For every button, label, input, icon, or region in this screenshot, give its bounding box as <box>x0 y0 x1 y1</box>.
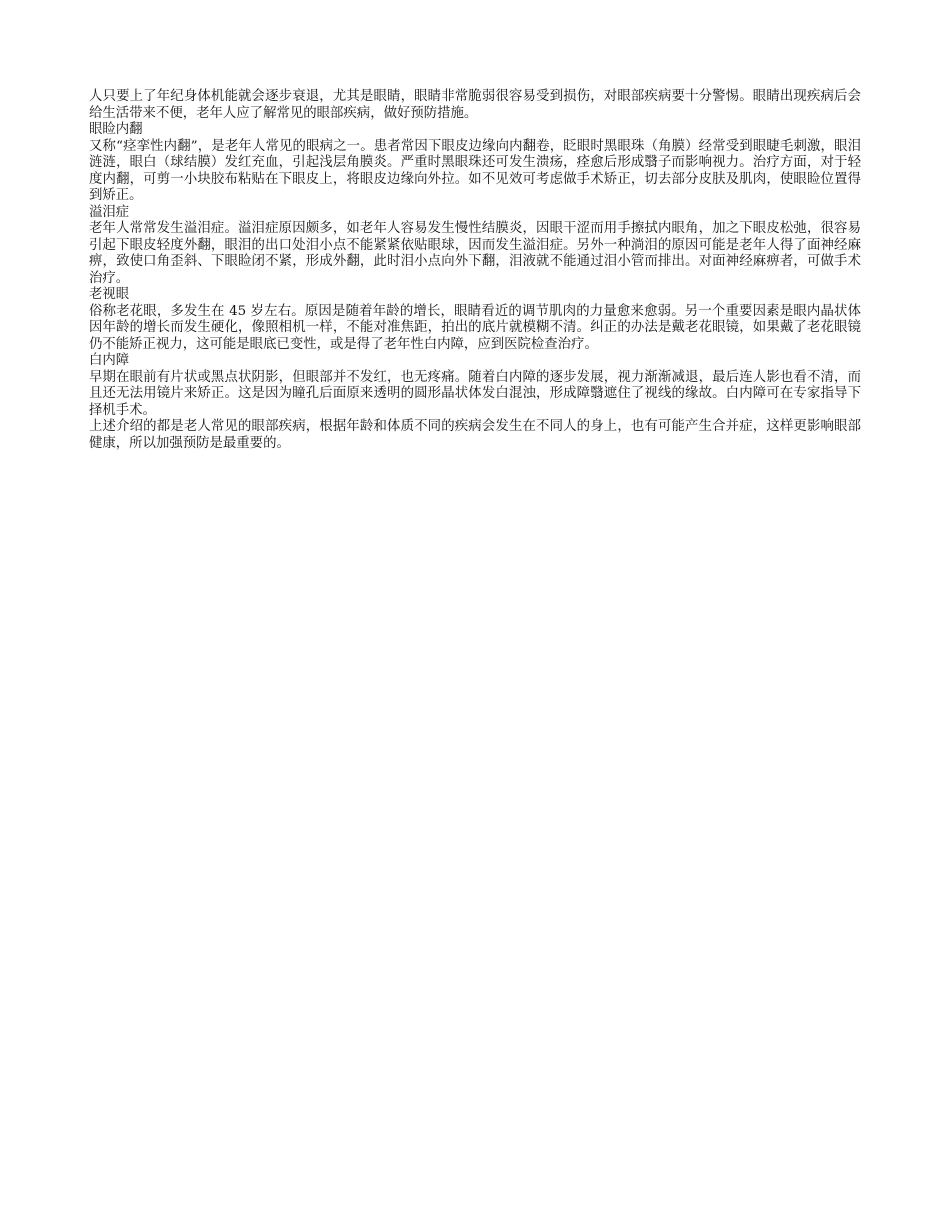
section-body-presbyopia: 俗称老花眼，多发生在 45 岁左右。原因是随着年龄的增长，眼睛看近的调节肌肉的力量愈来愈弱。另一个重要因素是眼内晶状体因年龄的增长而发生硬化，像照相机一样，不能对准焦距，拍出的底片就模糊不清。纠正的办法是戴老花眼镜，如果戴了老花眼镜仍不能矫正视力，这可能是眼底已变性，或是得了老年性白内障，应到医院检查治疗。 <box>89 303 861 352</box>
conclusion-paragraph: 上述介绍的都是老人常见的眼部疾病，根据年龄和体质不同的疾病会发生在不同人的身上，也有可能产生合并症，这样更影响眼部健康，所以加强预防是最重要的。 <box>89 419 861 451</box>
section-body-cataract: 早期在眼前有片状或黑点状阴影，但眼部并不发红，也无疼痛。随着白内障的逐步发展，视力渐渐减退，最后连人影也看不清，而且还无法用镜片来矫正。这是因为瞳孔后面原来透明的圆形晶状体发白混浊，形成障翳遮住了视线的缘故。白内障可在专家指导下择机手术。 <box>89 369 861 418</box>
section-body-epiphora: 老年人常常发生溢泪症。溢泪症原因颇多，如老年人容易发生慢性结膜炎，因眼干涩而用手擦拭内眼角，加之下眼皮松弛，很容易引起下眼皮轻度外翻，眼泪的出口处泪小点不能紧紧依贴眼球，因而发生溢泪症。另外一种淌泪的原因可能是老年人得了面神经麻痹，致使口角歪斜、下眼睑闭不紧，形成外翻，此时泪小点向外下翻，泪液就不能通过泪小管而排出。对面神经麻痹者，可做手术治疗。 <box>89 221 861 286</box>
section-heading-presbyopia: 老视眼 <box>89 287 130 302</box>
section-heading-epiphora: 溢泪症 <box>89 204 130 220</box>
intro-paragraph: 人只要上了年纪身体机能就会逐步衰退，尤其是眼睛，眼睛非常脆弱很容易受到损伤，对眼部疾病要十分警惕。眼睛出现疾病后会给生活带来不便，老年人应了解常见的眼部疾病，做好预防措施。 <box>89 89 861 121</box>
article <box>89 89 861 452</box>
section-heading-cataract: 白内障 <box>89 353 130 368</box>
section-body-entropion: 又称“痉挛性内翻”，是老年人常见的眼病之一。患者常因下眼皮边缘向内翻卷，眨眼时黑眼珠（角膜）经常受到眼睫毛刺激，眼泪涟涟，眼白（球结膜）发红充血，引起浅层角膜炎。严重时黑眼珠还可发生溃疡，痊愈后形成翳子而影响视力。治疗方面，对于轻度内翻，可剪一小块胶布粘贴在下眼皮上，将眼皮边缘向外拉。如不见效可考虑做手术矫正，切去部分皮肤及肌肉，使眼睑位置得到矫正。 <box>89 138 861 203</box>
section-heading-entropion: 眼睑内翻 <box>89 122 143 137</box>
